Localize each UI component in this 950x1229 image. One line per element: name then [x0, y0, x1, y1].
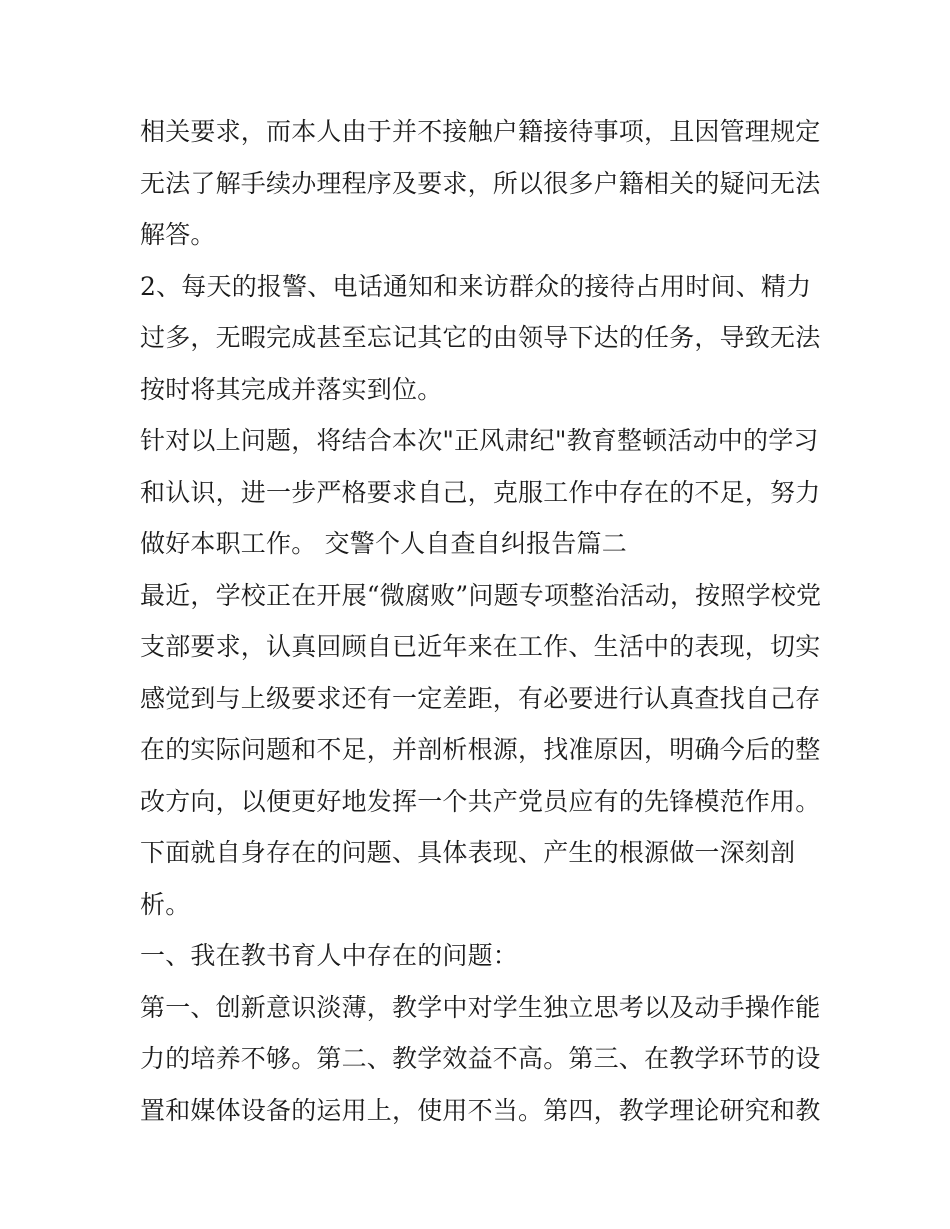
- text-line: 改方向，以便更好地发挥一个共产党员应有的先锋模范作用。: [140, 786, 821, 816]
- text-line: 2、每天的报警、电话通知和来访群众的接待占用时间、精力: [140, 271, 812, 301]
- text-line: 置和媒体设备的运用上，使用不当。第四，教学理论研究和教: [140, 1095, 821, 1125]
- text-line: 一、我在教书育人中存在的问题：: [140, 941, 519, 970]
- text-line: 针对以上问题，将结合本次"正风肃纪"教育整顿活动中的学习: [140, 426, 819, 455]
- text-line: 无法了解手续办理程序及要求，所以很多户籍相关的疑问无法: [140, 168, 821, 198]
- text-line: 按时将其完成并落实到位。: [140, 374, 443, 404]
- text-line: 做好本职工作。 交警个人自查自纠报告篇二: [140, 529, 627, 558]
- text-line: 和认识，进一步严格要求自己，克服工作中存在的不足，努力: [140, 477, 821, 507]
- text-line: 支部要求，认真回顾自已近年来在工作、生活中的表现，切实: [140, 632, 821, 661]
- text-line: 解答。: [140, 220, 216, 249]
- text-line: 最近，学校正在开展“微腐败”问题专项整治活动，按照学校党: [140, 580, 822, 610]
- document-body: [140, 106, 830, 1136]
- text-line: 在的实际问题和不足，并剖析根源，找准原因，明确今后的整: [140, 735, 821, 764]
- text-line: 过多，无暇完成甚至忘记其它的由领导下达的任务，导致无法: [140, 323, 821, 352]
- text-line: 相关要求，而本人由于并不接触户籍接待事项，且因管理规定: [140, 117, 821, 146]
- text-line: 力的培养不够。第二、教学效益不高。第三、在教学环节的设: [140, 1044, 821, 1073]
- text-line: 析。: [140, 889, 191, 919]
- text-line: 下面就自身存在的问题、具体表现、产生的根源做一深刻剖: [140, 838, 796, 867]
- text-line: 第一、创新意识淡薄，教学中对学生独立思考以及动手操作能: [140, 992, 821, 1022]
- text-line: 感觉到与上级要求还有一定差距，有必要进行认真查找自己存: [140, 683, 821, 713]
